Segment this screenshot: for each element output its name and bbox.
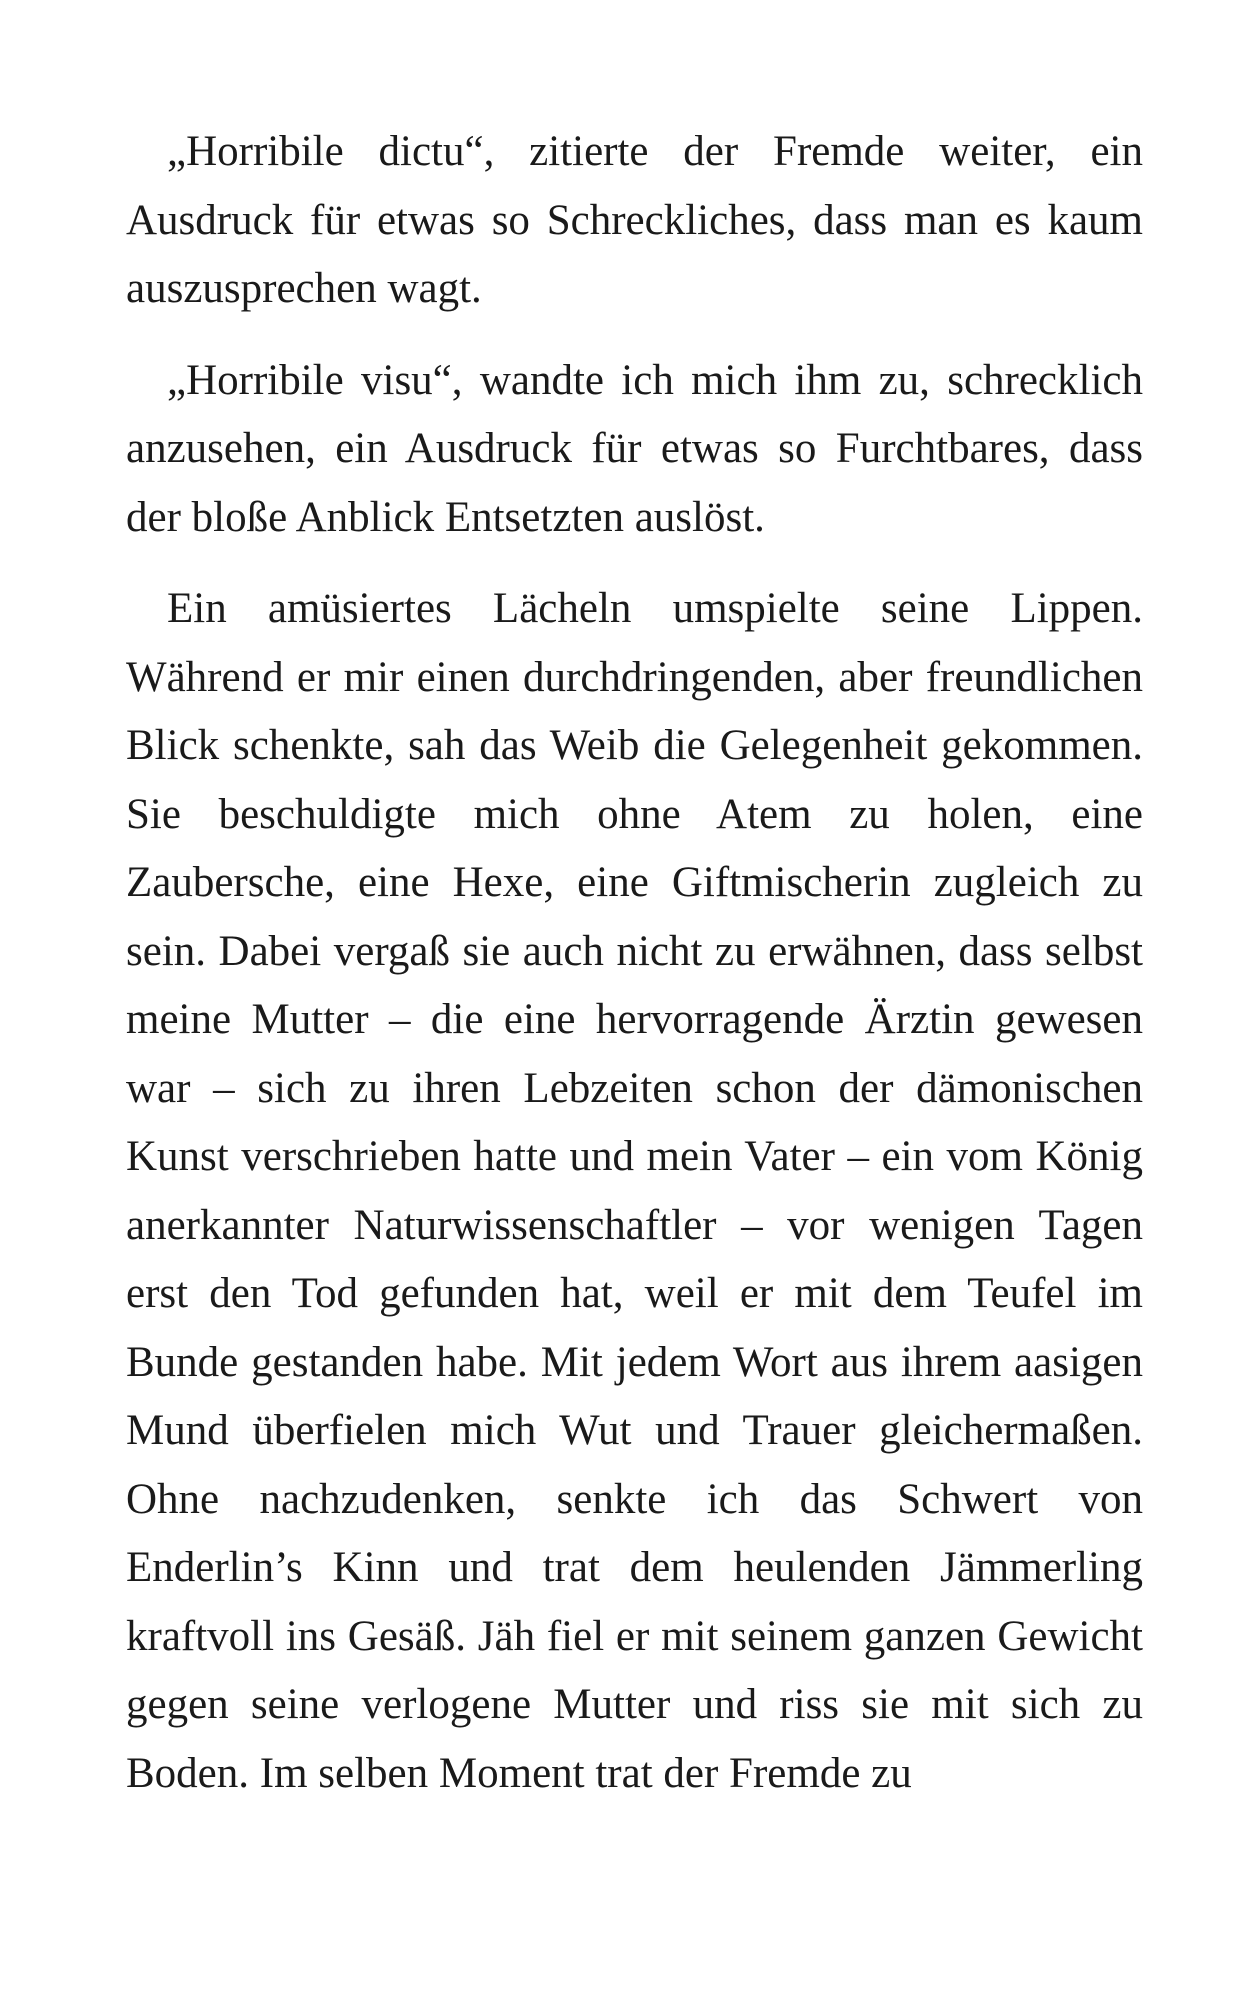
book-page	[126, 118, 1143, 1808]
paragraph: „Horribile visu“, wandte ich mich ihm zu, schrecklich anzusehen, ein Ausdruck für etwas so Furchtbares, dass der bloße Anblick Entsetzten auslöst.	[126, 356, 1143, 541]
paragraph: Ein amüsiertes Lächeln umspielte seine Lippen. Während er mir einen durchdringenden, aber freundlichen Blick schenkte, sah das Weib die Gelegenheit gekommen. Sie beschuldigte mich ohne Atem zu holen, eine Zaubersche, eine Hexe, eine Giftmischerin zugleich zu sein. Dabei vergaß sie auch nicht zu erwähnen, dass selbst meine Mutter – die eine hervorragende Ärztin gewesen war – sich zu ihren Lebzeiten schon der dämonischen Kunst verschrieben hatte und mein Vater – ein vom König anerkannter Naturwissenschaftler – vor wenigen Tagen erst den Tod gefunden hat, weil er mit dem Teufel im Bunde gestanden habe. Mit jedem Wort aus ihrem aasigen Mund überfielen mich Wut und Trauer gleichermaßen. Ohne nachzudenken, senkte ich das Schwert von Enderlin’s Kinn und trat dem heulenden Jämmerling kraftvoll ins Gesäß. Jäh fiel er mit seinem ganzen Gewicht gegen seine verlogene Mutter und riss sie mit sich zu Boden. Im selben Moment trat der Fremde zu	[126, 585, 1143, 1797]
paragraph: „Horribile dictu“, zitierte der Fremde weiter, ein Ausdruck für etwas so Schreckliches, dass man es kaum auszusprechen wagt.	[126, 128, 1143, 312]
